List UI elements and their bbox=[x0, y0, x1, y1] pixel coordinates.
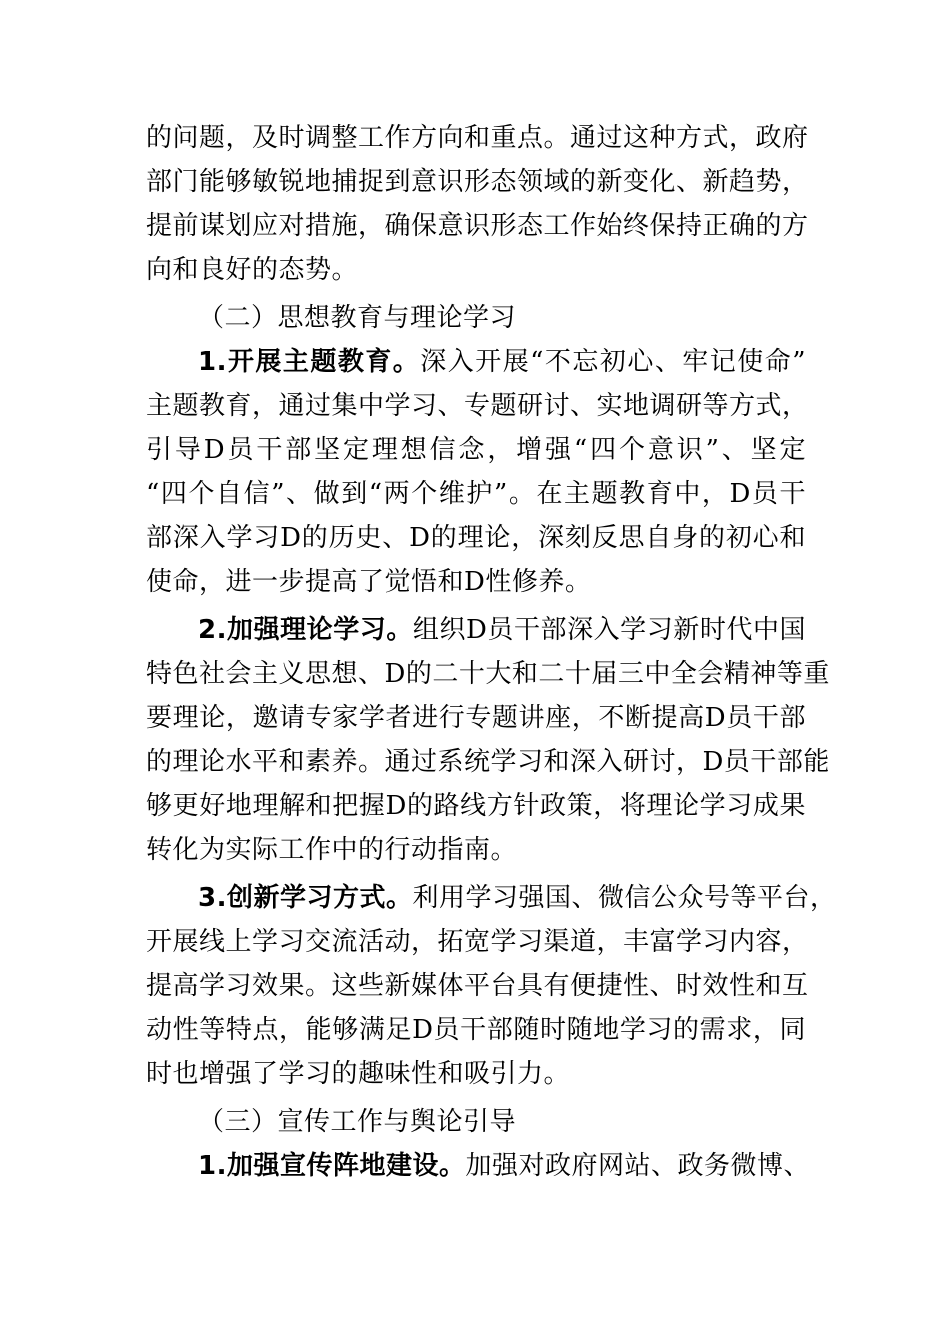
text-line: 开展线上学习交流活动，拓宽学习渠道，丰富学习内容， bbox=[146, 927, 809, 957]
text-line: 时也增强了学习的趣味性和吸引力。 bbox=[146, 1059, 571, 1089]
text-line: 向和良好的态势。 bbox=[146, 255, 359, 285]
text-line: 引导D员干部坚定理想信念，增强“四个意识”、坚定 bbox=[146, 435, 806, 465]
paragraph-lead: 1.加强宣传阵地建设。 bbox=[198, 1151, 466, 1181]
paragraph-first-line bbox=[198, 878, 837, 918]
text-line: 部门能够敏锐地捕捉到意识形态领域的新变化、新趋势， bbox=[146, 167, 809, 197]
text-line: 转化为实际工作中的行动指南。 bbox=[146, 835, 518, 865]
paragraph-lead: 3.创新学习方式。 bbox=[198, 883, 413, 913]
text-line: 主题教育，通过集中学习、专题研讨、实地调研等方式， bbox=[146, 391, 809, 421]
paragraph-lead: 1.开展主题教育。 bbox=[198, 347, 421, 377]
text-line: 的问题，及时调整工作方向和重点。通过这种方式，政府 bbox=[146, 123, 809, 153]
section-heading: （三）宣传工作与舆论引导 bbox=[198, 1107, 517, 1137]
text-line: 提高学习效果。这些新媒体平台具有便捷性、时效性和互 bbox=[146, 971, 809, 1001]
text-line: 特色社会主义思想、D的二十大和二十届三中全会精神等重 bbox=[146, 659, 830, 689]
text-line: 利用学习强国、微信公众号等平台， bbox=[412, 883, 837, 913]
text-line: 的理论水平和素养。通过系统学习和深入研讨，D员干部能 bbox=[146, 747, 830, 777]
paragraph-first-line bbox=[198, 342, 806, 382]
text-line: 组织D员干部深入学习新时代中国 bbox=[412, 615, 806, 645]
paragraph-first-line bbox=[198, 1146, 810, 1186]
text-line: 使命，进一步提高了觉悟和D性修养。 bbox=[146, 567, 592, 597]
text-line: 提前谋划应对措施，确保意识形态工作始终保持正确的方 bbox=[146, 211, 809, 241]
text-line: “四个自信”、做到“两个维护”。在主题教育中，D员干 bbox=[146, 479, 806, 509]
text-line: 够更好地理解和把握D的路线方针政策，将理论学习成果 bbox=[146, 791, 806, 821]
text-line: 深入开展“不忘初心、牢记使命” bbox=[420, 347, 806, 377]
text-line: 部深入学习D的历史、D的理论，深刻反思自身的初心和 bbox=[146, 523, 806, 553]
paragraph-lead: 2.加强理论学习。 bbox=[198, 615, 413, 645]
paragraph-first-line bbox=[198, 610, 806, 650]
section-heading: （二）思想教育与理论学习 bbox=[198, 303, 517, 333]
text-line: 要理论，邀请专家学者进行专题讲座，不断提高D员干部 bbox=[146, 703, 806, 733]
text-line: 动性等特点，能够满足D员干部随时随地学习的需求，同 bbox=[146, 1015, 806, 1045]
text-line: 加强对政府网站、政务微博、 bbox=[465, 1151, 810, 1181]
